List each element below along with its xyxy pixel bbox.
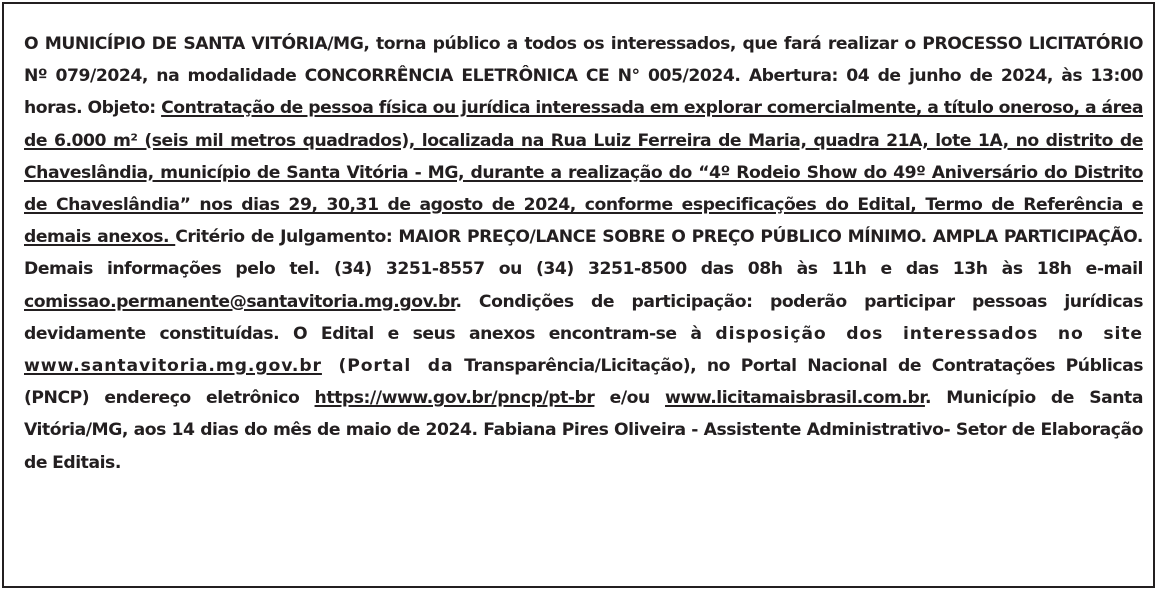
notice-box [2, 2, 1155, 588]
email-link[interactable]: comissao.permanente@santavitoria.mg.gov.br [24, 291, 456, 312]
licitamaisbrasil-link[interactable]: www.licitamaisbrasil.com.br [665, 388, 925, 409]
notice-availability: disposição dos interessados no site [715, 323, 1143, 344]
notice-object: Contratação de pessoa física ou jurídica interessada em explorar comercialmente, a título oneroso, a área de 6.000 m² (seis mil metros quadrados), localizada na Rua Luiz Ferreira de Maria, quadra 21A, lote 1A, no distrito de Chaveslândia, município de Santa Vitória - MG, durante a realização do “4º Rodeio Show do 49º Aniversário do Distrito de Chaveslândia” nos dias 29, 30,31 de agosto de 2024, conforme especificações do Edital, Termo de Referência e demais anexos. [24, 98, 1143, 248]
notice-and-or: e/ou [594, 388, 666, 409]
notice-intro: O MUNICÍPIO DE SANTA VITÓRIA/MG, torna público a todos os interessados, que fará realizar o PROCESSO LICITATÓRIO Nº 079/2024, na modalidade CONCORRÊNCIA ELETRÔNICA CE N° 005/2024. Abertura: 04 de junho de 2024, às 13:00 horas. Objeto: [24, 34, 1143, 119]
site-link[interactable]: www.santavitoria.mg.gov.br [24, 356, 322, 377]
notice-criteria: Critério de Julgamento: MAIOR PREÇO/LANCE SOBRE O PREÇO PÚBLICO MÍNIMO. AMPLA PARTICIPAÇÃO. Demais informações pelo tel. (34) 3251-8557 ou (34) 3251-8500 das 08h às 11h e das 13h às 18h e-mail [24, 227, 1143, 280]
notice-conditions: . Condições de participação: poderão participar pessoas jurídicas devidamente constituídas. O Edital e seus anexos encontram-se à [24, 291, 1143, 344]
notice-text [24, 28, 1143, 479]
notice-portal-rest: Transparência/Licitação), no Portal Nacional de Contratações Públicas (PNCP) endereço eletrônico [24, 356, 1143, 409]
pncp-link[interactable]: https://www.gov.br/pncp/pt-br [314, 388, 595, 409]
notice-closing: . Município de Santa Vitória/MG, aos 14 dias do mês de maio de 2024. Fabiana Pires Oliveira - Assistente Administrativo- Setor de Elaboração de Editais. [24, 388, 1143, 473]
notice-portal-open: (Portal da [321, 356, 454, 377]
